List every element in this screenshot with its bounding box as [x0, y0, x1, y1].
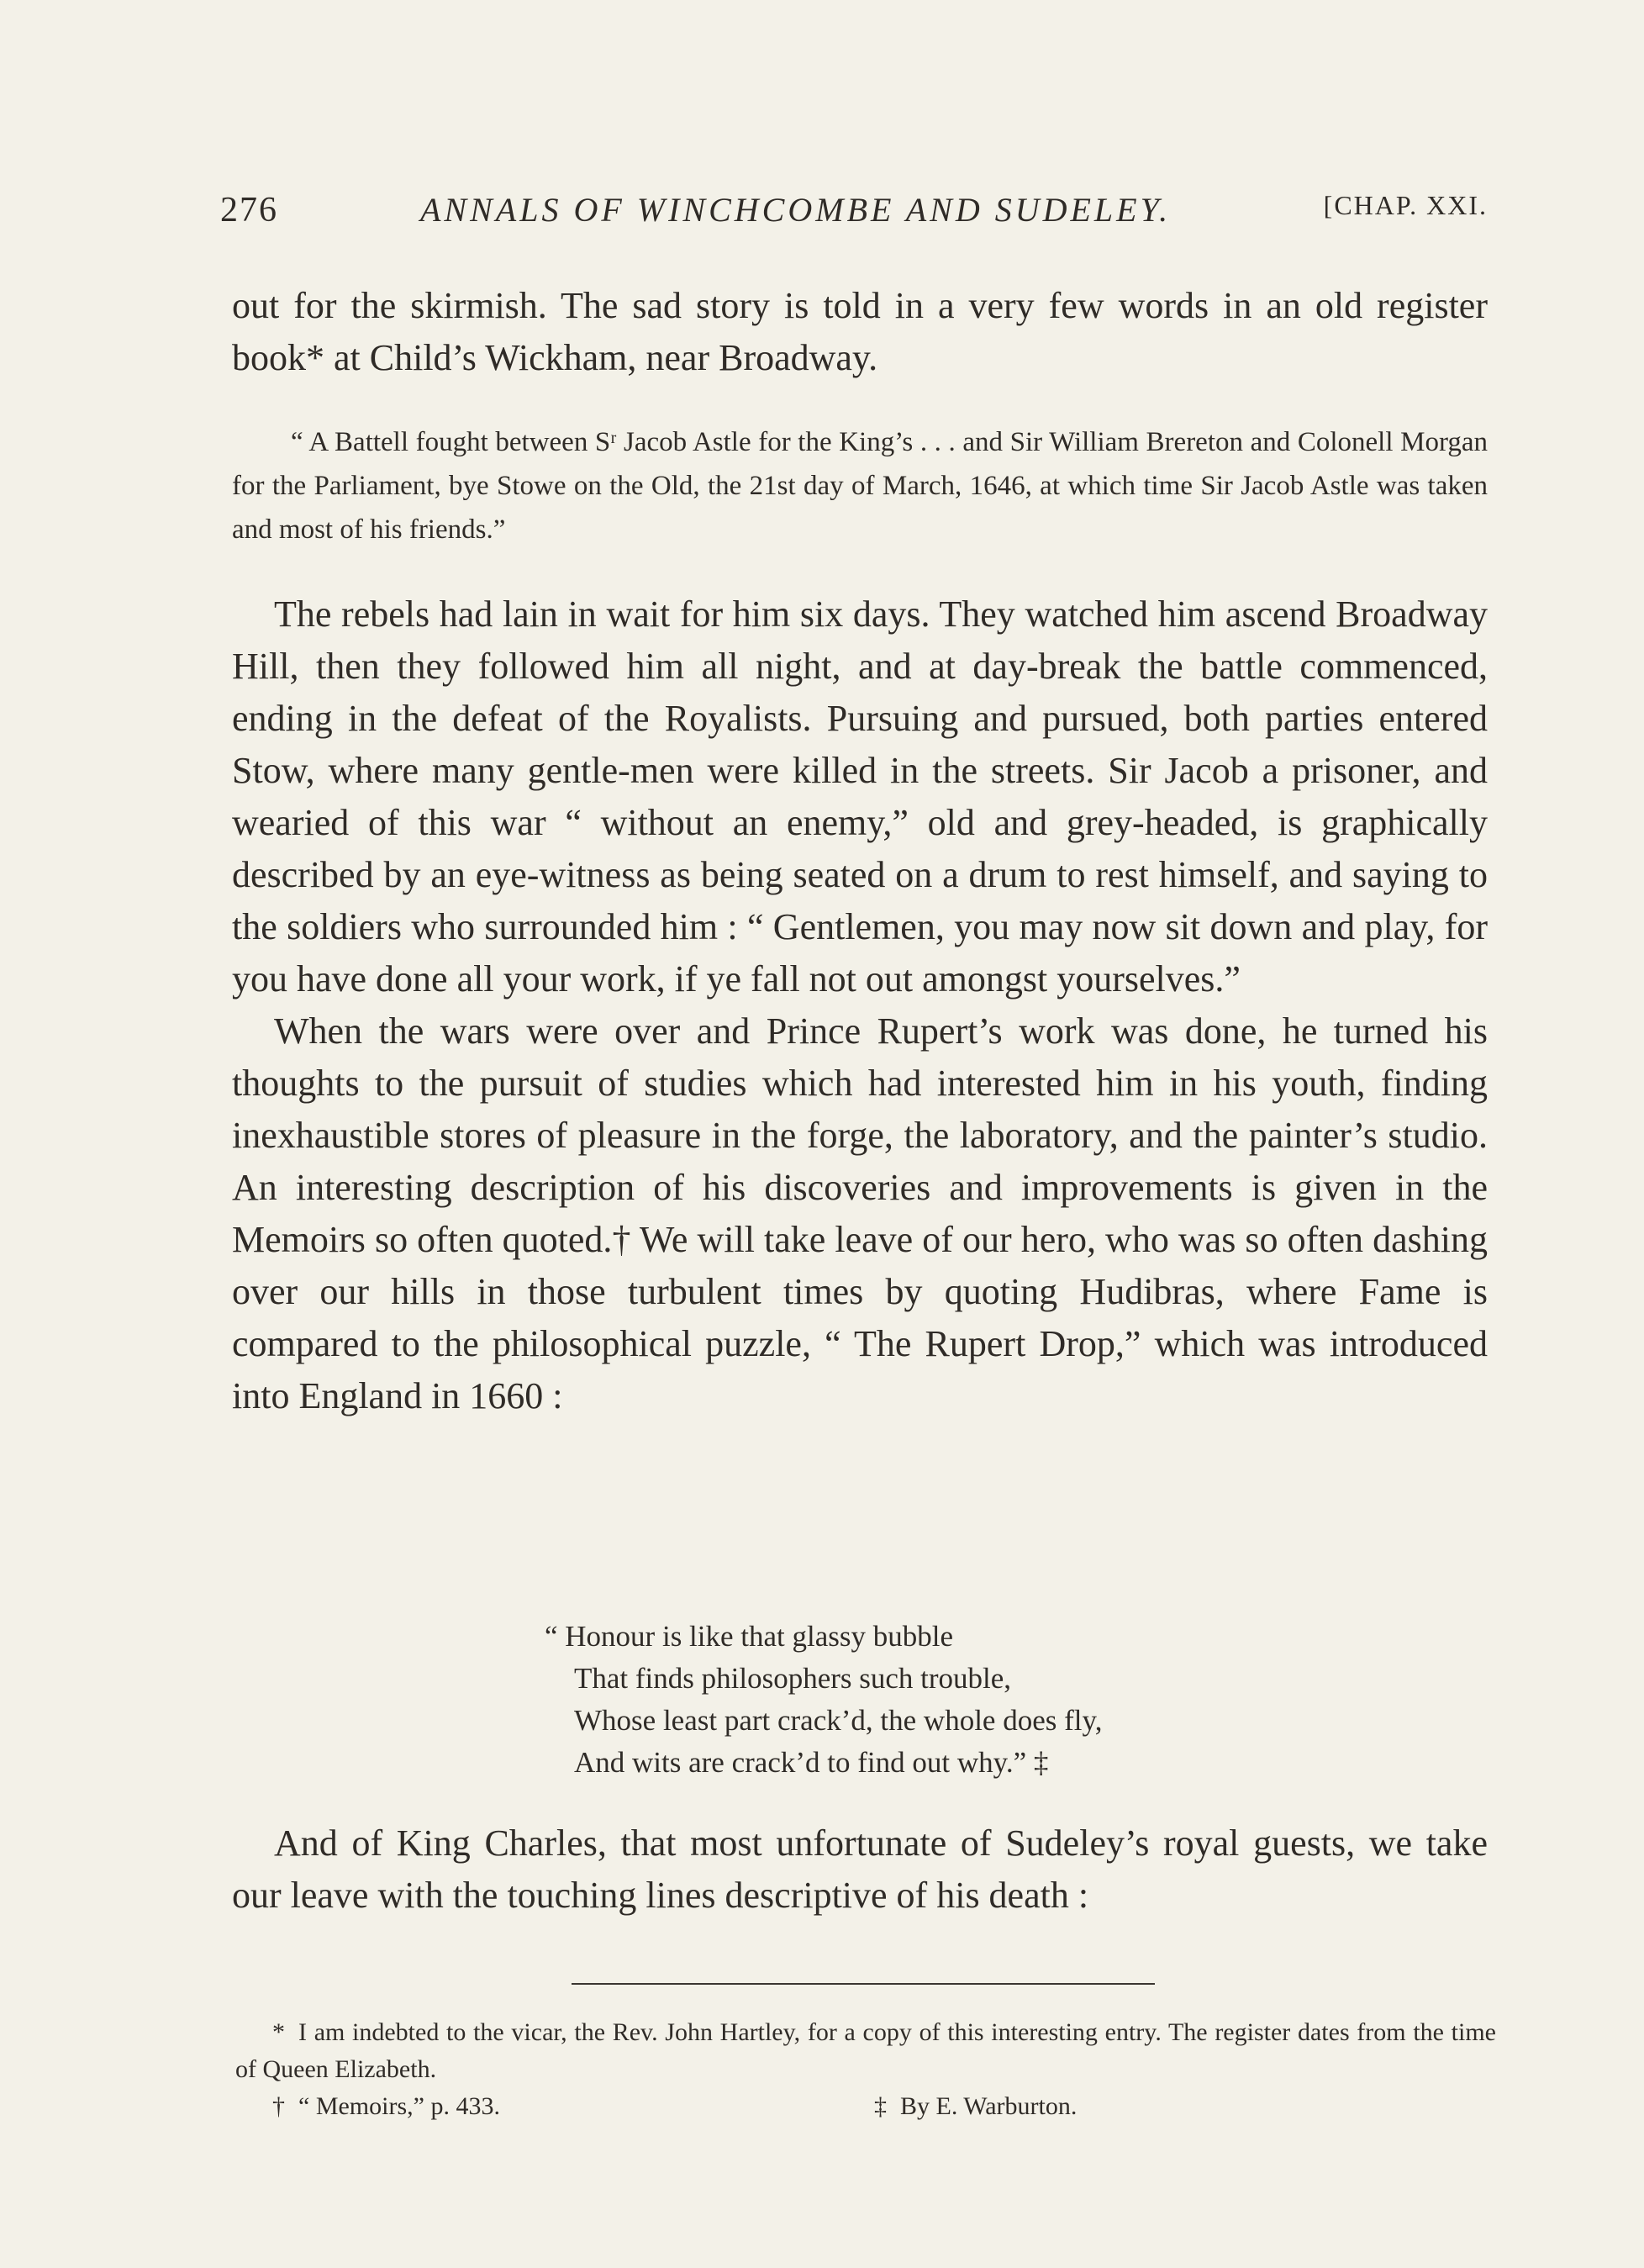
- paragraph-text: And of King Charles, that most unfortunate of Sudeley’s royal guests, we take our leave with the touching lines descriptive of his death :: [232, 1822, 1488, 1916]
- footnote-mark: *: [272, 2018, 285, 2046]
- footnote-mark: ‡: [874, 2092, 887, 2120]
- running-title: ANNALS OF WINCHCOMBE AND SUDELEY.: [420, 191, 1172, 229]
- paragraph-text: When the wars were over and Prince Rupert’s work was done, he turned his thoughts to the pursuit of studies which had interested him in his youth, finding inexhaustible stores of pleasure in the forge, the laboratory, and the painter’s studio. An interesting description of his discoveries and improvements is given in the Memoirs so often quoted.† We will take leave of our hero, who was so often dashing over our hills in those turbulent times by quoting Hudibras, where Fame is compared to the philosophical puzzle, “ The Rupert Drop,” which was introduced into England in 1660 :: [232, 1010, 1488, 1416]
- poem-line: Whose least part crack’d, the whole does fly,: [574, 1704, 1103, 1737]
- poem-line: “ Honour is like that glassy bubble: [545, 1620, 954, 1653]
- poem-hudibras: [545, 1616, 1301, 1784]
- footnotes: [235, 2014, 1496, 2125]
- footnote-row: [235, 2088, 1496, 2125]
- chapter-label: [CHAP. XXI.: [1323, 190, 1488, 220]
- footnote-text: “ Memoirs,” p. 433.: [298, 2092, 500, 2120]
- poem-line: That finds philosophers such trouble,: [574, 1662, 1012, 1695]
- register-quote: [232, 420, 1488, 551]
- footnote-divider: [572, 1983, 1155, 1985]
- page-number: 276: [220, 191, 278, 229]
- footnote-2: [272, 2088, 500, 2125]
- paragraph-1: [232, 280, 1488, 384]
- footnote-3: [874, 2088, 1077, 2125]
- footnote-1: [235, 2014, 1496, 2088]
- poem-line: And wits are crack’d to find out why.” ‡: [574, 1746, 1049, 1779]
- paragraph-text: out for the skirmish. The sad story is told in a very few words in an old register book* at Child’s Wickham, near Broadway.: [232, 285, 1488, 378]
- quote-text: “ A Battell fought between Sʳ Jacob Astle for the King’s . . . and Sir William Brereton and Colonell Morgan for the Parliament, bye Stowe on the Old, the 21st day of March, 1646, at which time Sir Jacob Astle was taken and most of his friends.”: [232, 427, 1488, 545]
- paragraph-text: The rebels had lain in wait for him six days. They watched him ascend Broadway Hill, then they followed him all night, and at day-break the battle commenced, ending in the defeat of the Royalists. Pursuing and pursued, both parties entered Stow, where many gentle-men were killed in the streets. Sir Jacob a prisoner, and wearied of this war “ without an enemy,” old and grey-headed, is graphically described by an eye-witness as being seated on a drum to rest himself, and saying to the soldiers who surrounded him : “ Gentlemen, you may now sit down and play, for you have done all your work, if ye fall not out amongst yourselves.”: [232, 593, 1488, 1000]
- paragraph-2: [232, 588, 1488, 1422]
- footnote-text: By E. Warburton.: [900, 2092, 1078, 2120]
- running-head: [220, 187, 1488, 237]
- footnote-mark: †: [272, 2092, 285, 2120]
- footnote-text: I am indebted to the vicar, the Rev. John Hartley, for a copy of this interesting entry. The register dates from the time of Queen Elizabeth.: [235, 2018, 1496, 2083]
- paragraph-3: [232, 1817, 1488, 1922]
